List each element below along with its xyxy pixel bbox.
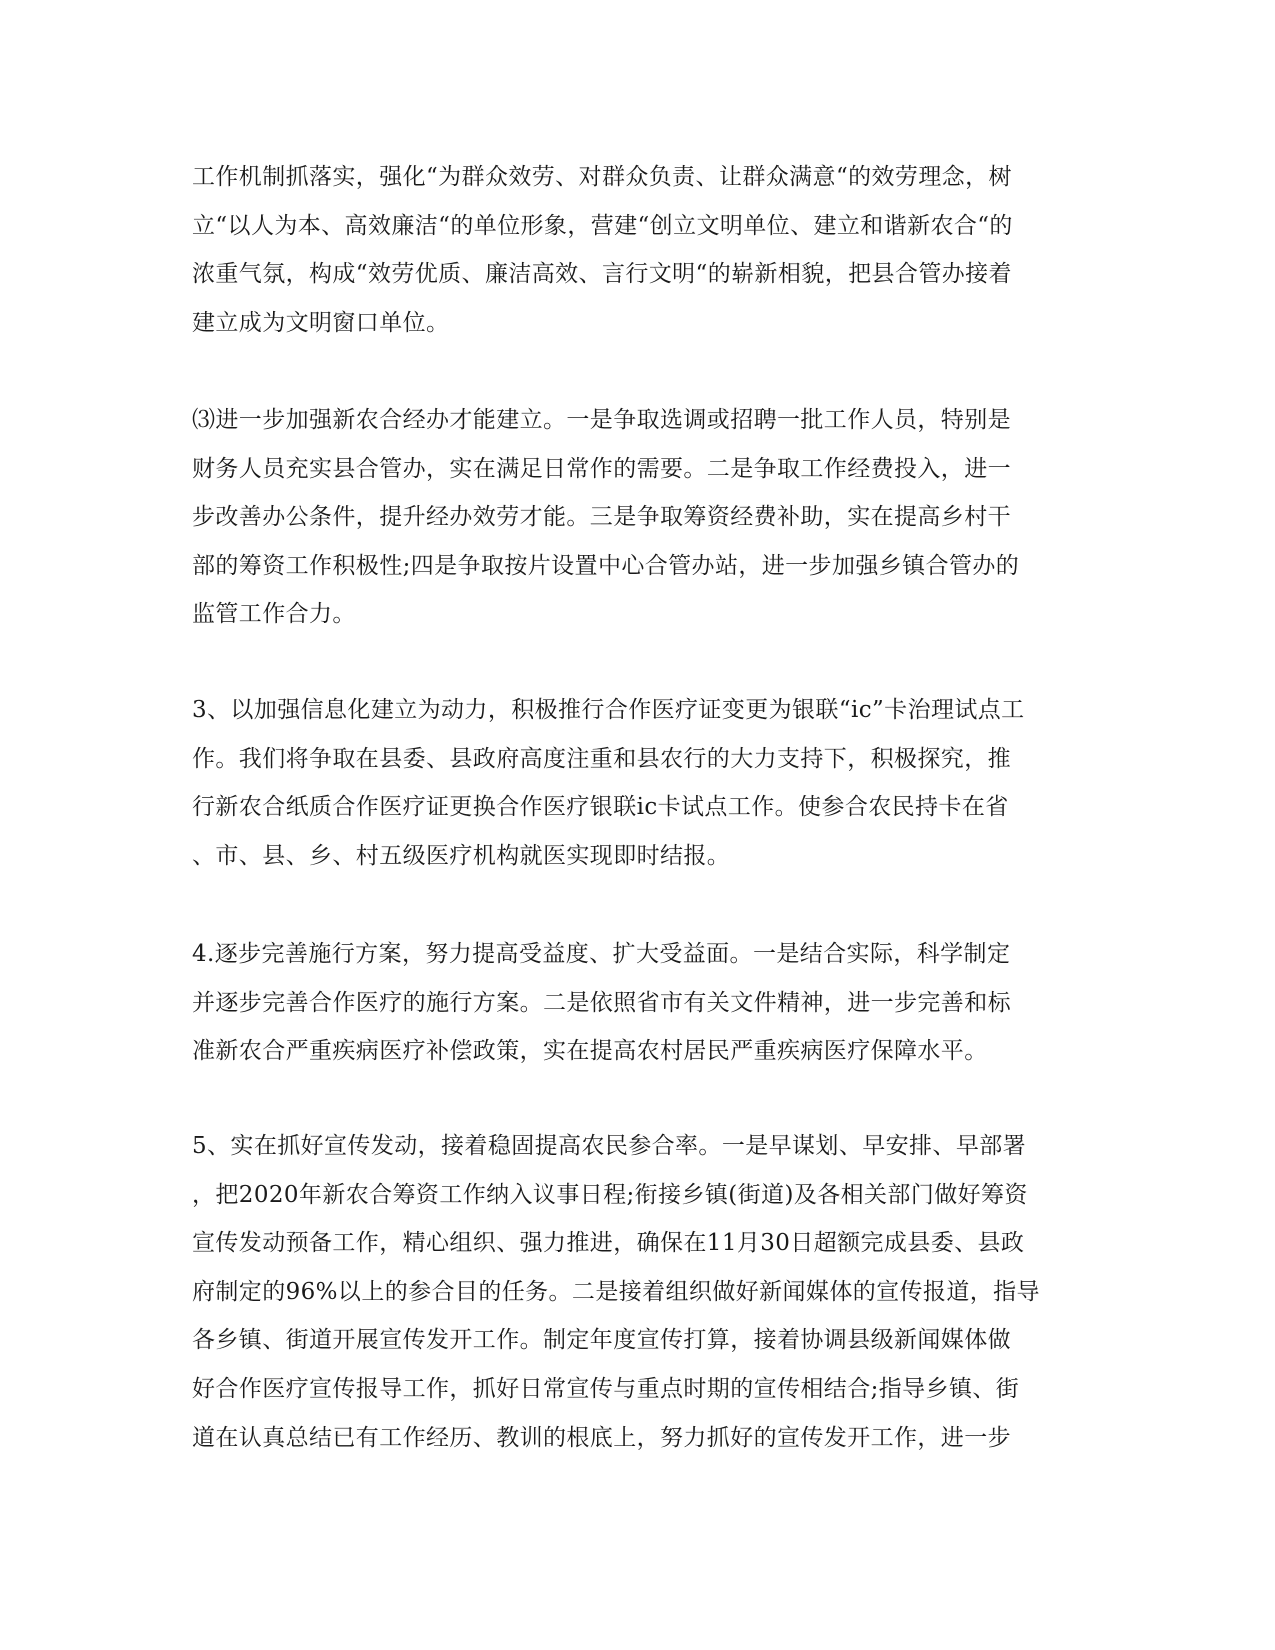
paragraph-work-mechanism: 工作机制抓落实，强化“为群众效劳、对群众负责、让群众满意“的效劳理念，树 立“以人为本、高效廉洁“的单位形象，营建“创立文明单位、建立和谐新农合“的 浓重气氛，构成“效劳优质、廉洁高效、言行文明“的崭新相貌，把县合管办接着 建立成为文明窗口单位。 xyxy=(192,164,1013,336)
paragraph-implementation-plan: 4.逐步完善施行方案，努力提高受益度、扩大受益面。一是结合实际，科学制定 并逐步完善合作医疗的施行方案。二是依照省市有关文件精神，进一步完善和标 准新农合严重疾病医疗补偿政策，实在提高农村居民严重疾病医疗保障水平。 xyxy=(192,941,1011,1065)
paragraph-capacity-building: ⑶进一步加强新农合经办才能建立。一是争取选调或招聘一批工作人员，特别是 财务人员充实县合管办，实在满足日常作的需要。二是争取工作经费投入，进一 步改善办公条件，提升经办效劳才能。三是争取筹资经费补助，实在提高乡村干 部的筹资工作积极性;四是争取按片设置中心合管办站，进一步加强乡镇合管办的 监管工作合力。 xyxy=(192,407,1020,628)
paragraph-publicity: 5、实在抓好宣传发动，接着稳固提高农民参合率。一是早谋划、早安排、早部署 ，把2020年新农合筹资工作纳入议事日程;衔接乡镇(街道)及各相关部门做好筹资 宣传发动预备工作，精心组织、强力推进，确保在11月30日超额完成县委、县政 府制定的96%以上的参合目的任务。二是接着组织做好新闻媒体的宣传报道，指导 各乡镇、街道开展宣传发开工作。制定年度宣传打算，接着协调县级新闻媒体做 好合作医疗宣传报导工作，抓好日常宣传与重点时期的宣传相结合;指导乡镇、街 道在认真总结已有工作经历、教训的根底上，努力抓好的宣传发开工作，进一步 xyxy=(192,1133,1040,1451)
paragraph-ic-card-pilot: 3、以加强信息化建立为动力，积极推行合作医疗证变更为银联“ic”卡治理试点工 作。我们将争取在县委、县政府高度注重和县农行的大力支持下，积极探究，推 行新农合纸质合作医疗证更换合作医疗银联ic卡试点工作。使参合农民持卡在省 、市、县、乡、村五级医疗机构就医实现即时结报。 xyxy=(192,697,1025,869)
